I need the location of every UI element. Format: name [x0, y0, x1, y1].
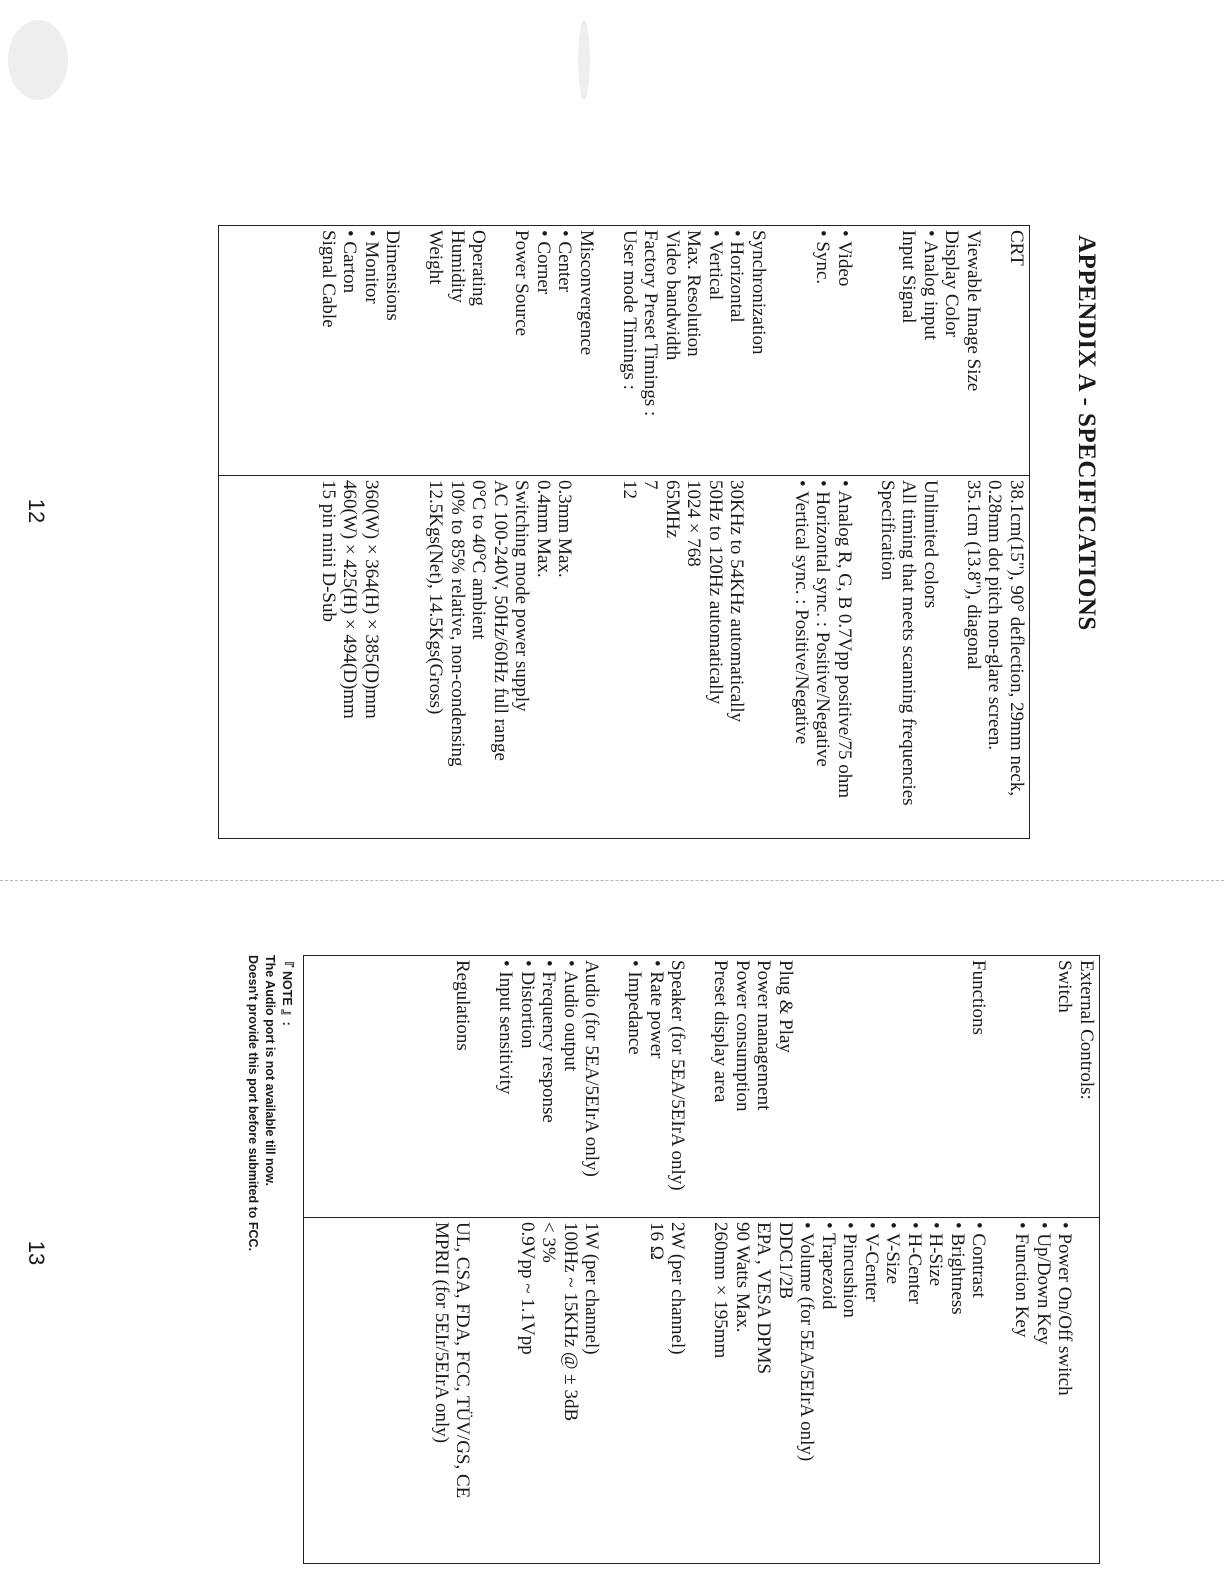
spec-label: • Vertical: [705, 230, 726, 301]
spec-labels-column: [304, 956, 1099, 1218]
spec-label: Power consumption: [732, 960, 753, 1112]
spec-value: • Contrast: [968, 1222, 990, 1298]
spec-value: UL, CSA, FDA, FCC, TÜV/GS, CE: [452, 1222, 474, 1499]
spec-value: [624, 1222, 646, 1559]
spec-value: • V-Size: [882, 1222, 904, 1285]
spec-label: • Audio output: [560, 960, 581, 1072]
spec-value: 10% to 85% relative, non-condensing: [447, 480, 468, 767]
scan-speckle: [578, 20, 590, 100]
spec-value: [748, 480, 770, 834]
spec-label: [1011, 960, 1033, 1213]
spec-label: Regulations: [452, 960, 474, 1051]
spec-value: • V-Center: [861, 1222, 882, 1303]
spec-label: Misconvergence: [576, 230, 597, 356]
spec-label: Factory Preset Timings :: [640, 230, 662, 417]
page-title: APPENDIX A - SPECIFICATIONS: [1073, 235, 1100, 631]
spec-label: [490, 230, 512, 471]
spec-value: 460(W) × 425(H) × 494(D)mm: [339, 480, 361, 719]
spec-value: [603, 1222, 625, 1559]
spec-label: [855, 230, 877, 471]
spec-value: 0°C to 40°C ambient: [468, 480, 490, 640]
spec-value: 38.1cm(15"), 90° deflection, 29mm neck,: [1006, 480, 1027, 797]
spec-label: Video bandwidth: [662, 230, 683, 361]
spec-label: [818, 960, 840, 1213]
spec-label: • Center: [554, 230, 576, 293]
spec-value: • Horizontal sync. : Positive/Negative: [812, 480, 834, 767]
spec-value: Specification: [877, 480, 898, 581]
spec-value: [689, 1222, 711, 1559]
spec-label: • Analog input: [920, 230, 941, 341]
spec-label: Speaker (for 5EA/5EIrA only): [667, 960, 689, 1191]
spec-label: • Horizontal: [726, 230, 748, 323]
spec-value: [941, 480, 963, 834]
spec-value: 7: [640, 480, 662, 490]
spec-label: Dimensions: [382, 230, 404, 321]
page-number-12: 12: [24, 498, 50, 524]
spec-value: • H-Center: [904, 1222, 925, 1305]
spec-label: [904, 960, 926, 1213]
spec-value: AC 100-240V, 50Hz/60Hz full range: [490, 480, 511, 761]
spec-value: [990, 1222, 1012, 1559]
spec-label: [603, 960, 625, 1213]
scan-speckle: [8, 20, 68, 100]
spec-value: • Power On/Off switch: [1054, 1222, 1076, 1396]
spec-label: Max. Resolution: [683, 230, 705, 357]
spec-label: [947, 960, 969, 1213]
spec-label: • Monitor: [361, 230, 382, 304]
note-line: Doesn't provide this port before submited to FCC.: [246, 955, 260, 1252]
spec-value: • Vertical sync. : Positive/Negative: [791, 480, 812, 745]
spec-value: 360(W) × 364(H) × 385(D)mm: [361, 480, 382, 719]
spec-value: 0.9Vpp ~ 1.1Vpp: [517, 1222, 538, 1355]
spec-value: 100Hz ~ 15KHz @ ± 3dB: [560, 1222, 581, 1422]
spec-value: 0.4mm Max.: [533, 480, 554, 578]
spec-value: 0.28mm dot pitch non-glare screen.: [984, 480, 1006, 751]
spec-label: • Impedance: [624, 960, 646, 1055]
spec-label: Audio (for 5EA/5EIrA only): [581, 960, 603, 1177]
spec-label: Operating: [468, 230, 490, 306]
spec-value: Unlimited colors: [920, 480, 941, 609]
spec-value: All timing that meets scanning frequencies: [898, 480, 920, 806]
spec-label: Plug & Play: [775, 960, 796, 1053]
spec-value: 260mm × 195mm: [710, 1222, 732, 1359]
spec-value: 65MHz: [662, 480, 683, 539]
page-fold-line: [0, 880, 1224, 881]
spec-value: • Volume (for 5EA/5EIrA only): [796, 1222, 818, 1462]
spec-value: [404, 480, 426, 834]
spec-label: [882, 960, 904, 1213]
spec-value: 35.1cm (13.8"), diagonal: [963, 480, 984, 670]
note-line: The Audio port is not available till now.: [263, 955, 277, 1187]
spec-label: Switch: [1054, 960, 1076, 1013]
spec-value: 16 Ω: [646, 1222, 667, 1260]
spec-value: • Brightness: [947, 1222, 968, 1315]
spec-table-page-12: [218, 225, 1030, 839]
spec-label: User mode Timings :: [619, 230, 640, 390]
spec-label: [474, 960, 496, 1213]
spec-value: MPRII (for 5EIr/5EIrA only): [431, 1222, 452, 1444]
spec-label: [861, 960, 883, 1213]
spec-label: [925, 960, 947, 1213]
spec-label: External Controls:: [1076, 960, 1097, 1100]
spec-label: • Corner: [533, 230, 554, 295]
page-13: [246, 955, 1100, 1565]
spec-value: • Pincushion: [839, 1222, 861, 1318]
spec-value: • Function Key: [1011, 1222, 1033, 1338]
spec-value: [769, 480, 791, 834]
spec-value: 2W (per channel): [667, 1222, 689, 1355]
spec-label: [990, 960, 1012, 1213]
spec-label: Signal Cable: [318, 230, 339, 328]
spec-values-column: [219, 476, 1029, 838]
page-12: [210, 225, 1100, 840]
spec-label: [689, 960, 711, 1213]
spec-label: • Sync.: [812, 230, 834, 285]
spec-value: [1076, 1222, 1098, 1559]
spec-value: [597, 480, 619, 834]
spec-label: • Input sensitivity: [495, 960, 517, 1095]
spec-value: 1W (per channel): [581, 1222, 603, 1355]
spec-label: [1033, 960, 1055, 1213]
spec-label: • Rate power: [646, 960, 667, 1059]
spec-label: Power management: [753, 960, 775, 1111]
spec-label: Synchronization: [748, 230, 769, 355]
spec-value: [495, 1222, 517, 1559]
spec-table-page-13: [303, 955, 1100, 1564]
spec-labels-column: [219, 226, 1029, 476]
spec-label: [404, 230, 426, 471]
spec-value: • Up/Down Key: [1033, 1222, 1054, 1345]
spec-value: • H-Size: [925, 1222, 947, 1287]
spec-label: [839, 960, 861, 1213]
spec-value: • Analog R, G, B 0.7Vpp positive/75 ohm: [834, 480, 855, 799]
note-heading: 『 NOTE 』:: [280, 955, 294, 1026]
page-number-13: 13: [24, 1240, 50, 1266]
spec-label: Viewable Image Size: [963, 230, 984, 392]
spec-value: DDC1/2B: [775, 1222, 796, 1300]
spec-value: [855, 480, 877, 834]
spec-value: Switching mode power supply: [511, 480, 533, 712]
spec-value: 50Hz to 120Hz automatically: [705, 480, 726, 705]
spec-value: 30KHz to 54KHz automatically: [726, 480, 748, 723]
spec-label: Functions: [968, 960, 990, 1035]
spec-label: Power Source: [511, 230, 533, 337]
spec-value: < 3%: [538, 1222, 560, 1263]
spec-label: [431, 960, 453, 1213]
spec-value: [576, 480, 598, 834]
spec-value: [474, 1222, 496, 1559]
spec-label: Display Color: [941, 230, 963, 338]
spec-value: • Trapezoid: [818, 1222, 839, 1310]
spec-values-column: [304, 1218, 1099, 1563]
spec-label: [791, 230, 813, 471]
spec-label: • Video: [834, 230, 855, 287]
spec-label: Preset display area: [710, 960, 732, 1103]
spec-label: • Distortion: [517, 960, 538, 1049]
spec-label: [769, 230, 791, 471]
spec-label: • Carton: [339, 230, 361, 294]
spec-value: 12.5Kgs(Net), 14.5Kgs(Gross): [425, 480, 447, 715]
spec-label: [796, 960, 818, 1213]
spec-label: Input Signal: [898, 230, 920, 324]
spec-value: 0.3mm Max.: [554, 480, 576, 578]
spec-value: [382, 480, 404, 834]
spec-value: 15 pin mini D-Sub: [318, 480, 339, 622]
spec-value: 12: [619, 480, 640, 499]
spec-label: Humidity: [447, 230, 468, 303]
spec-label: CRT: [1006, 230, 1027, 266]
spec-label: [984, 230, 1006, 471]
spec-value: 1024 × 768: [683, 480, 705, 567]
spec-value: 90 Watts Max.: [732, 1222, 753, 1333]
spec-label: • Frequency response: [538, 960, 560, 1123]
spec-label: [597, 230, 619, 471]
audio-note: [244, 955, 295, 1251]
spec-value: EPA , VESA DPMS: [753, 1222, 775, 1375]
spec-label: [877, 230, 899, 471]
spec-label: Weight: [425, 230, 447, 285]
